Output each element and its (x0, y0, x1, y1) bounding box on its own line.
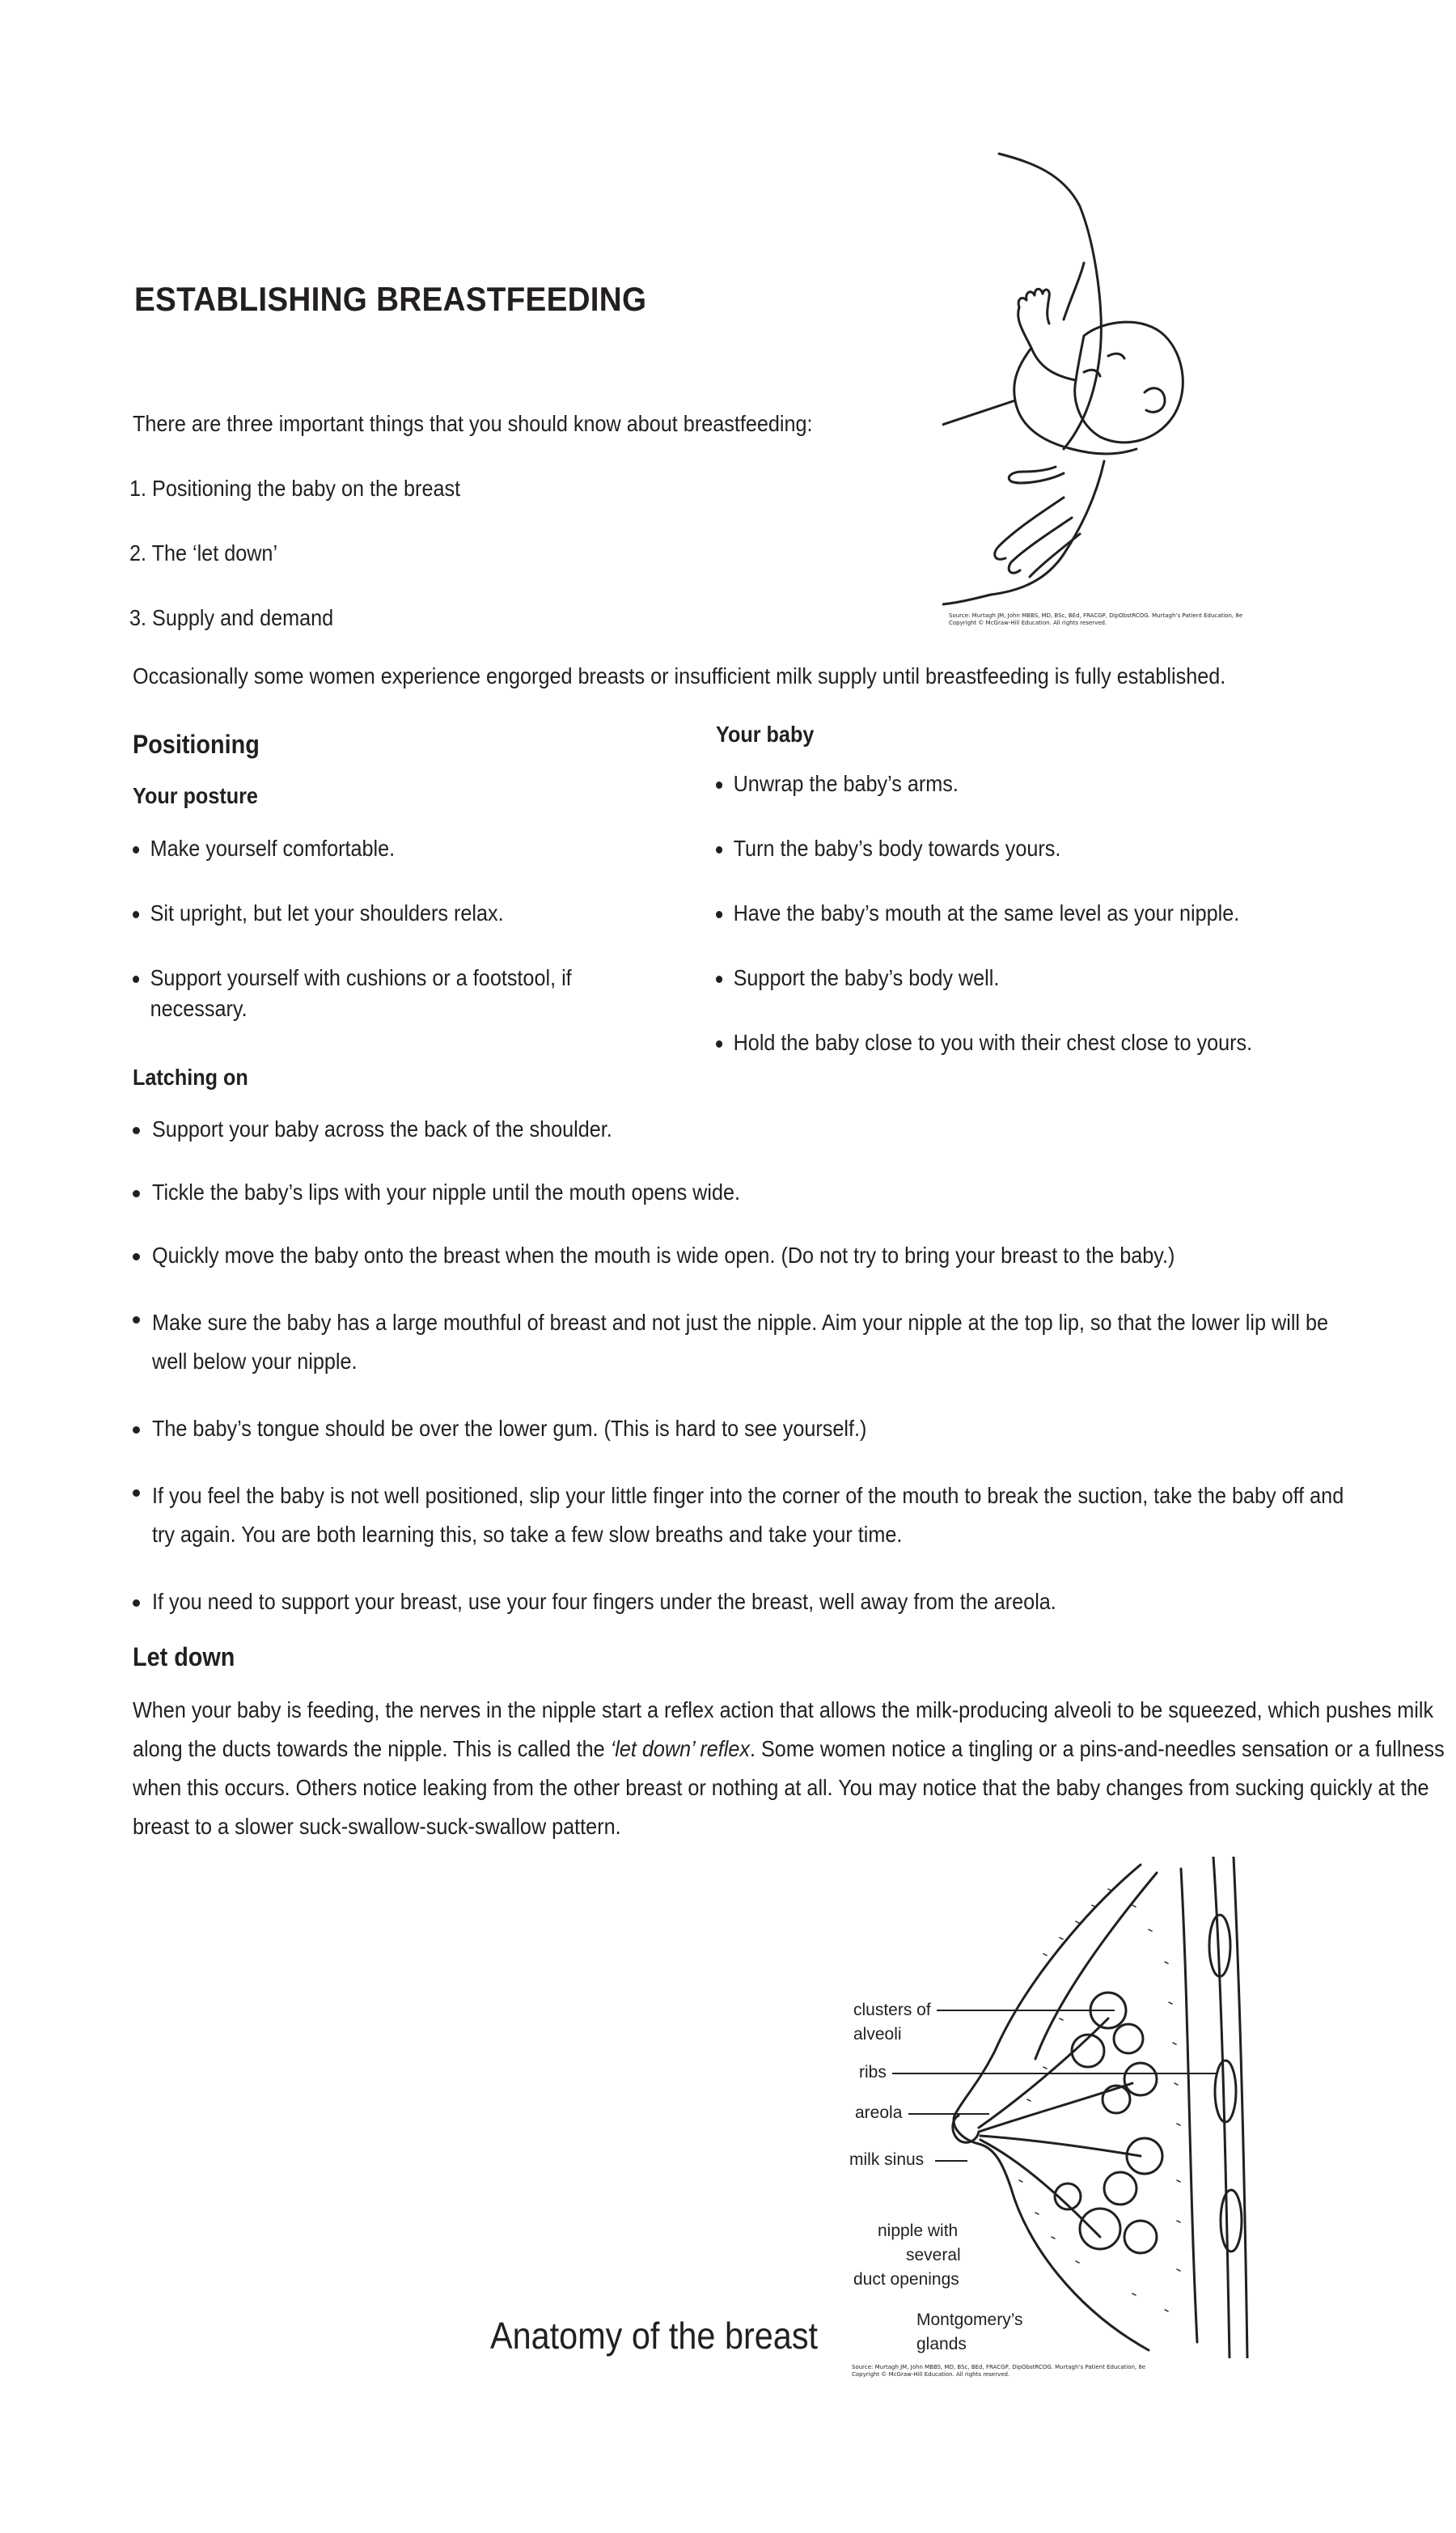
numbered-item-3: 3. Supply and demand (129, 605, 334, 630)
letdown-reflex-term: ‘let down’ reflex (610, 1736, 750, 1761)
letdown-heading: Let down (133, 1642, 235, 1671)
leader-line-alveoli (937, 2010, 1115, 2011)
numbered-item-2: 2. The ‘let down’ (129, 540, 278, 565)
baby-item: Hold the baby close to you with their chest close to yours. (716, 1027, 1313, 1058)
latching-item: Quickly move the baby onto the breast when the mouth is wide open. (Do not try to bring your breast to the baby.) (133, 1240, 1346, 1271)
figure2-source-line2: Copyright © McGraw-Hill Education. All rights reserved. (852, 2371, 1010, 2378)
latching-list (133, 1114, 1346, 1617)
label-alveoli-line2: alveoli (853, 2025, 902, 2044)
latching-item: The baby’s tongue should be over the lower gum. (This is hard to see yourself.) (133, 1413, 1346, 1444)
leader-line-areola (908, 2113, 989, 2115)
breastfeeding-illustration (942, 150, 1217, 627)
figure-caption: Anatomy of the breast (490, 2315, 819, 2357)
baby-item: Turn the baby’s body towards yours. (716, 833, 1313, 864)
latching-item: Support your baby across the back of the shoulder. (133, 1114, 1346, 1145)
posture-list (133, 833, 657, 1024)
baby-item: Have the baby’s mouth at the same level as your nipple. (716, 898, 1313, 929)
posture-item: Sit upright, but let your shoulders relax. (133, 898, 657, 929)
figure1-source-line2: Copyright © McGraw-Hill Education. All rights reserved. (949, 620, 1107, 626)
label-ribs: ribs (859, 2063, 887, 2082)
baby-list (716, 769, 1313, 1058)
leader-line-milk-sinus (935, 2160, 967, 2162)
letdown-paragraph: When your baby is feeding, the nerves in the nipple start a reflex action that allows the milk-producing alveoli to be squeezed, which pushes milk along the ducts towards the nipple. This is called the ‘let down’ reflex. Some women notice a tingling or a pins-and-needles sensation or a fullness when this occurs. Others notice leaking from the other breast or nothing at all. You may notice that the baby changes from sucking quickly at the breast to a slower suck-swallow-suck-swallow pattern. (133, 1697, 1445, 1839)
numbered-item-1: 1. Positioning the baby on the breast (129, 476, 461, 501)
label-milk-sinus: milk sinus (849, 2150, 925, 2169)
label-nipple-line2: several (906, 2246, 961, 2264)
intro-text: There are three important things that you should know about breastfeeding: (133, 411, 813, 436)
posture-heading: Your posture (133, 783, 258, 808)
baby-item: Unwrap the baby’s arms. (716, 769, 1313, 799)
latching-heading: Latching on (133, 1065, 248, 1090)
latching-item: Tickle the baby’s lips with your nipple until the mouth opens wide. (133, 1177, 1346, 1208)
posture-item: Make yourself comfortable. (133, 833, 657, 864)
label-areola: areola (855, 2103, 903, 2122)
label-nipple-line1: nipple with (878, 2222, 959, 2240)
baby-heading: Your baby (716, 722, 815, 747)
label-montgomery-line1: Montgomery’s (916, 2311, 1023, 2329)
occasionally-text: Occasionally some women experience engorged breasts or insufficient milk supply until breastfeeding is fully established. (133, 663, 1226, 688)
leader-line-ribs (892, 2073, 1216, 2074)
baby-item: Support the baby’s body well. (716, 963, 1313, 993)
latching-item: Make sure the baby has a large mouthful of breast and not just the nipple. Aim your nipple at the top lip, so that the lower lip will be well below your nipple. (133, 1303, 1346, 1381)
latching-item: If you feel the baby is not well positioned, slip your little finger into the corner of the mouth to break the suction, take the baby off and try again. You are both learning this, so take a few slow breaths and take your time. (133, 1476, 1346, 1554)
label-nipple-line3: duct openings (853, 2270, 959, 2289)
latching-item: If you need to support your breast, use your four fingers under the breast, well away from the areola. (133, 1586, 1346, 1617)
label-alveoli-line1: clusters of (853, 2001, 931, 2019)
label-montgomery-line2: glands (916, 2335, 967, 2353)
breast-anatomy-diagram (946, 1857, 1254, 2358)
posture-item: Support yourself with cushions or a footstool, if necessary. (133, 963, 657, 1024)
page-title: ESTABLISHING BREASTFEEDING (134, 280, 647, 318)
figure2-source-line1: Source: Murtagh JM, John MBBS, MD, BSc, BEd, FRACGP, DipObstRCOG. Murtagh’s Patient Education, 8e (852, 2364, 1146, 2370)
figure1-source-line1: Source: Murtagh JM, John MBBS, MD, BSc, BEd, FRACGP, DipObstRCOG. Murtagh’s Patient Education, 8e (949, 612, 1243, 619)
positioning-heading: Positioning (133, 730, 260, 759)
